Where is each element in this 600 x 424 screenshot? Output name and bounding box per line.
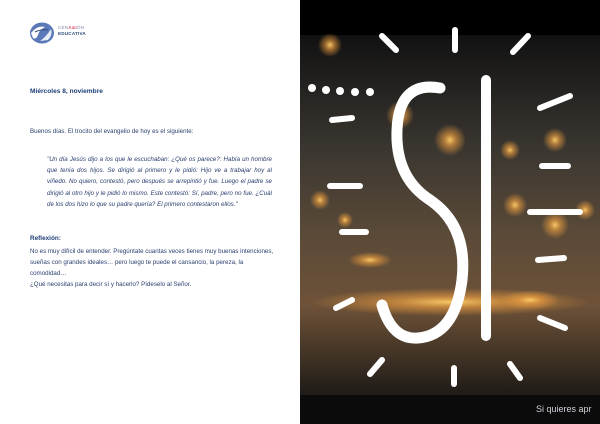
gospel-quote: "Un día Jesús dijo a los que le escuchaban: ¿Qué os parece?: Había un hombre que tenía dos hijos. Se dirigió al primero y le pidió: Hijo ve a trabajar hoy al viñedo. No quiero, contestó, pero después se arrepintió y fue. Luego el padre se dirigió al otro hijo y le pidió lo mismo. Este contestó: Sí, padre, pero no fue. ¿Cuál de los dos hizo lo que su padre quería? El primero contestaron ellos.": [47, 156, 272, 208]
date-heading: Miércoles 8, noviembre: [30, 88, 103, 95]
reflection-body: No es muy difícil de entender. Pregúntate cuantas veces tienes muy buenas intenciones, sueñas con grandes ideales… pero luego te puede el cansancio, la pereza, la comodidad…: [30, 248, 274, 278]
photo-caption: Si quieres apr: [536, 404, 592, 414]
si-light-illustration: [300, 0, 600, 424]
logo: [28, 20, 98, 46]
logo-text: CENA&IÓN EDUCATIVA: [58, 25, 86, 36]
right-page-photo: [300, 0, 600, 424]
intro-text: Buenos días. El trocito del evangelio de hoy es el siguiente:: [30, 128, 194, 135]
reflection-question: ¿Qué necesitas para decir sí y hacerlo? Pídeselo al Señor.: [30, 281, 192, 288]
reflection-title: Reflexión:: [30, 235, 61, 242]
logo-globe-icon: [28, 21, 56, 45]
